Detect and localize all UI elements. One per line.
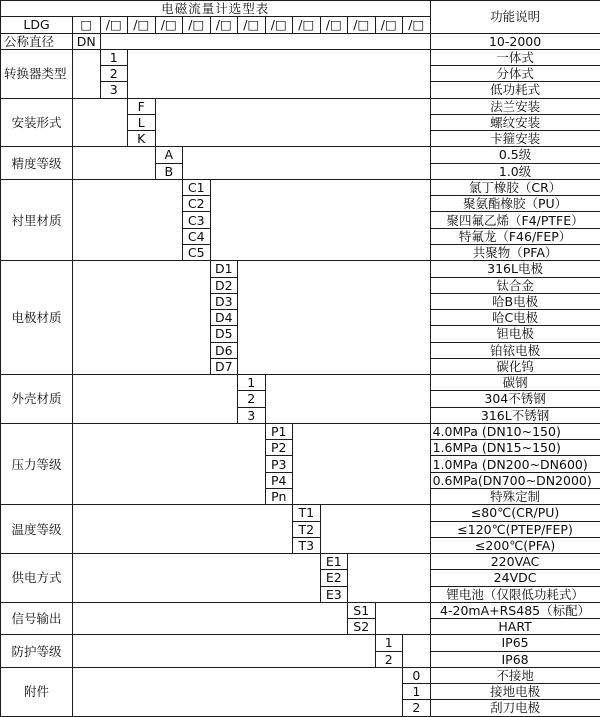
option-code: 3 <box>238 407 266 423</box>
code-slot: /□ <box>265 17 293 33</box>
category-label: 外壳材质 <box>1 375 73 424</box>
option-code: T1 <box>293 505 321 521</box>
option-code: P2 <box>265 440 293 456</box>
option-desc: 钛合金 <box>430 277 600 293</box>
option-desc: 钽电极 <box>430 326 600 342</box>
option-desc: 聚氨酯橡胶（PU） <box>430 196 600 212</box>
code-slot: /□ <box>320 17 348 33</box>
empty-cell <box>375 602 430 635</box>
empty-cell <box>265 375 430 424</box>
empty-cell <box>73 423 266 504</box>
option-code: A <box>155 147 183 163</box>
option-code: P1 <box>265 423 293 439</box>
option-code: D6 <box>210 342 238 358</box>
code-slot: /□ <box>155 17 183 33</box>
option-desc: IP68 <box>430 651 600 667</box>
option-code: C1 <box>183 179 211 195</box>
category-label: 电极材质 <box>1 261 73 375</box>
code-slot: /□ <box>403 17 431 33</box>
function-header: 功能说明 <box>430 1 600 34</box>
empty-cell <box>183 147 431 180</box>
empty-cell <box>320 505 430 554</box>
option-desc: ≤200℃(PFA) <box>430 537 600 553</box>
option-desc: 10-2000 <box>430 33 600 49</box>
option-desc: 碳钢 <box>430 375 600 391</box>
option-code: 2 <box>375 651 403 667</box>
code-slot: /□ <box>375 17 403 33</box>
option-code: E1 <box>320 554 348 570</box>
option-code: D4 <box>210 310 238 326</box>
option-code: S2 <box>348 619 376 635</box>
option-desc: ≤80℃(CR/PU) <box>430 505 600 521</box>
option-code: E3 <box>320 586 348 602</box>
option-desc: 24VDC <box>430 570 600 586</box>
option-desc: HART <box>430 619 600 635</box>
option-desc: 聚四氟乙烯（F4/PTFE） <box>430 212 600 228</box>
table-title: 电磁流量计选型表 <box>1 1 431 17</box>
option-code: 3 <box>100 82 128 98</box>
code-slot: /□ <box>183 17 211 33</box>
option-code: 1 <box>100 49 128 65</box>
option-desc: 共聚物（PFA） <box>430 244 600 260</box>
code-slot: /□ <box>293 17 321 33</box>
empty-cell <box>73 667 403 716</box>
option-desc: IP65 <box>430 635 600 651</box>
category-label: 防护等级 <box>1 635 73 668</box>
empty-cell <box>100 33 430 49</box>
code-slot: /□ <box>238 17 266 33</box>
option-code: 1 <box>375 635 403 651</box>
option-code: 2 <box>100 66 128 82</box>
empty-cell <box>73 554 321 603</box>
empty-cell <box>73 505 293 554</box>
option-code: C5 <box>183 244 211 260</box>
empty-cell <box>348 554 431 603</box>
option-desc: 碳化钨 <box>430 358 600 374</box>
option-code: S1 <box>348 602 376 618</box>
category-label: 精度等级 <box>1 147 73 180</box>
option-code: 2 <box>238 391 266 407</box>
option-code: Pn <box>265 488 293 504</box>
option-code: F <box>128 98 156 114</box>
option-desc: 316L不锈钢 <box>430 407 600 423</box>
option-desc: 低功耗式 <box>430 82 600 98</box>
empty-cell <box>403 635 431 668</box>
option-desc: 分体式 <box>430 66 600 82</box>
option-desc: 4-20mA+RS485（标配） <box>430 602 600 618</box>
empty-cell <box>73 49 101 98</box>
empty-cell <box>128 49 431 98</box>
category-label: 公称直径 <box>1 33 73 49</box>
option-code: P3 <box>265 456 293 472</box>
option-desc: 氯丁橡胶（CR） <box>430 179 600 195</box>
empty-cell <box>73 375 238 424</box>
category-label: 衬里材质 <box>1 179 73 260</box>
option-desc: 铂铱电极 <box>430 342 600 358</box>
option-desc: 1.6MPa (DN15~150) <box>430 440 600 456</box>
option-code: D5 <box>210 326 238 342</box>
code-slot: /□ <box>210 17 238 33</box>
empty-cell <box>238 261 431 375</box>
option-desc: 1.0MPa (DN200~DN600) <box>430 456 600 472</box>
selection-table-body <box>1 1 600 717</box>
code-slot: /□ <box>100 17 128 33</box>
category-label: 压力等级 <box>1 423 73 504</box>
empty-cell <box>73 261 211 375</box>
option-desc: 220VAC <box>430 554 600 570</box>
empty-cell <box>155 98 430 147</box>
option-desc: 316L电极 <box>430 261 600 277</box>
category-label: 安装形式 <box>1 98 73 147</box>
empty-cell <box>73 602 348 635</box>
option-code: E2 <box>320 570 348 586</box>
empty-cell <box>73 98 128 147</box>
category-label: 温度等级 <box>1 505 73 554</box>
option-desc: 哈C电极 <box>430 310 600 326</box>
option-desc: 304不锈钢 <box>430 391 600 407</box>
option-code: C4 <box>183 228 211 244</box>
empty-cell <box>73 147 156 180</box>
option-desc: 锂电池（仅限低功耗式） <box>430 586 600 602</box>
option-desc: 一体式 <box>430 49 600 65</box>
category-label: 转换器类型 <box>1 49 73 98</box>
option-desc: 哈B电极 <box>430 293 600 309</box>
code-slot: /□ <box>348 17 376 33</box>
option-desc: 法兰安装 <box>430 98 600 114</box>
option-code: 0 <box>403 667 431 683</box>
option-desc: 不接地 <box>430 667 600 683</box>
option-code: B <box>155 163 183 179</box>
option-desc: 4.0MPa (DN10~150) <box>430 423 600 439</box>
option-desc: 1.0级 <box>430 163 600 179</box>
option-code: T2 <box>293 521 321 537</box>
option-code: C3 <box>183 212 211 228</box>
category-label: 信号输出 <box>1 602 73 635</box>
option-code: P4 <box>265 472 293 488</box>
option-code: L <box>128 114 156 130</box>
empty-cell <box>293 423 431 504</box>
option-desc: 特氟龙（F46/FEP） <box>430 228 600 244</box>
empty-cell <box>73 635 376 668</box>
option-desc: 接地电极 <box>430 684 600 700</box>
option-code: C2 <box>183 196 211 212</box>
code-slot: /□ <box>128 17 156 33</box>
option-desc: 螺纹安装 <box>430 114 600 130</box>
option-desc: 卡箍安装 <box>430 131 600 147</box>
option-desc: 0.5级 <box>430 147 600 163</box>
model-prefix: LDG <box>1 17 73 33</box>
empty-cell <box>210 179 430 260</box>
option-code: D2 <box>210 277 238 293</box>
option-code: D3 <box>210 293 238 309</box>
option-code: 1 <box>403 684 431 700</box>
option-code: D7 <box>210 358 238 374</box>
empty-cell <box>73 179 183 260</box>
option-desc: 0.6MPa(DN700~DN2000) <box>430 472 600 488</box>
category-label: 供电方式 <box>1 554 73 603</box>
option-code: K <box>128 131 156 147</box>
category-label: 附件 <box>1 667 73 716</box>
option-code: 2 <box>403 700 431 716</box>
code-slot-first: □ <box>73 17 101 33</box>
option-code: DN <box>73 33 101 49</box>
option-code: T3 <box>293 537 321 553</box>
option-code: 1 <box>238 375 266 391</box>
option-code: D1 <box>210 261 238 277</box>
option-desc: 刮刀电极 <box>430 700 600 716</box>
option-desc: ≤120℃(PTEP/FEP) <box>430 521 600 537</box>
option-desc: 特殊定制 <box>430 488 600 504</box>
